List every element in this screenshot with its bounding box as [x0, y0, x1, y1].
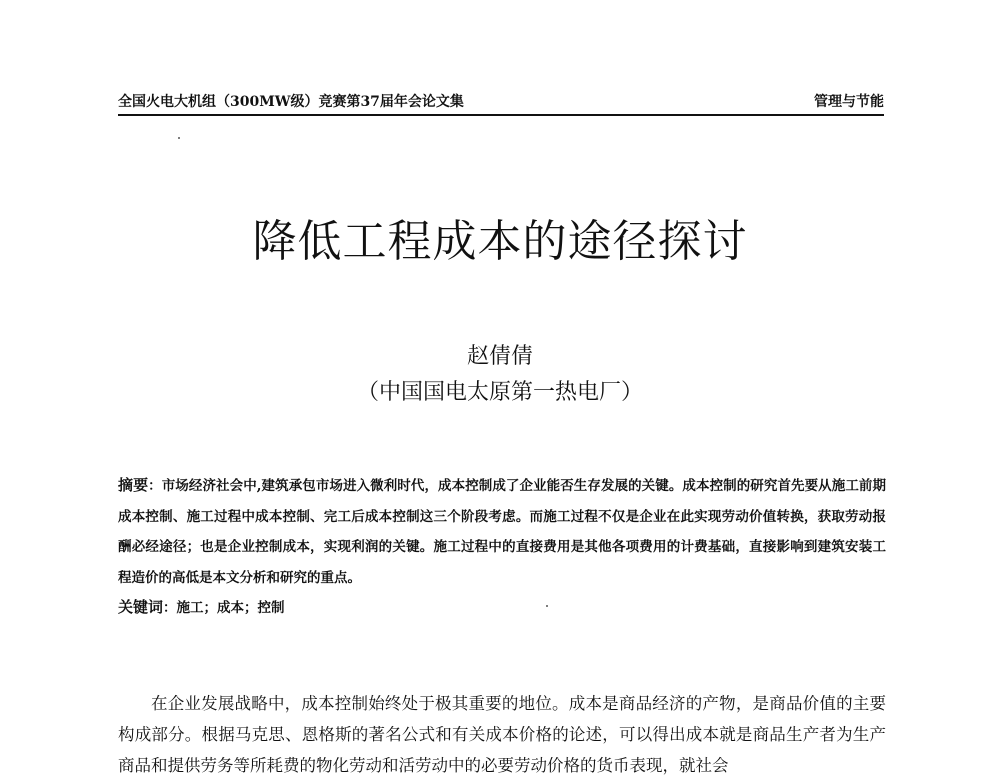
keywords-label: 关键词	[118, 598, 164, 616]
running-header	[118, 92, 884, 116]
author-name: 赵倩倩	[466, 344, 533, 369]
keywords-text: ：施工；成本；控制	[163, 600, 285, 616]
header-section-name: 管理与节能	[814, 94, 884, 110]
body-paragraph: 在企业发展战略中，成本控制始终处于极其重要的地位。成本是商品经济的产物，是商品价值的主要构成部分。根据马克思、恩格斯的著名公式和有关成本价格的论述，可以得出成本就是商品生产者为生产商品和提供劳务等所耗费的物化劳动和活劳动中的必要劳动价格的货币表现，就社会	[118, 694, 886, 775]
keywords	[118, 592, 886, 623]
abstract	[118, 470, 886, 593]
header-proceedings-title: 全国火电大机组（300MW级）竞赛第37届年会论文集	[118, 94, 464, 110]
author-affiliation: （中国国电太原第一热电厂）	[356, 380, 643, 405]
paper-title: 降低工程成本的途径探讨	[252, 216, 748, 267]
abstract-label: 摘要	[118, 476, 149, 494]
scan-speck	[178, 137, 180, 139]
abstract-text: ：市场经济社会中,建筑承包市场进入微利时代，成本控制成了企业能否生存发展的关键。成本控制的研究首先要从施工前期成本控制、施工过程中成本控制、完工后成本控制这三个阶段考虑。而施工过程不仅是企业在此实现劳动价值转换，获取劳动报酬必经途径；也是企业控制成本，实现利润的关键。施工过程中的直接费用是其他各项费用的计费基础，直接影响到建筑安装工程造价的高低是本文分析和研究的重点。	[118, 478, 886, 586]
